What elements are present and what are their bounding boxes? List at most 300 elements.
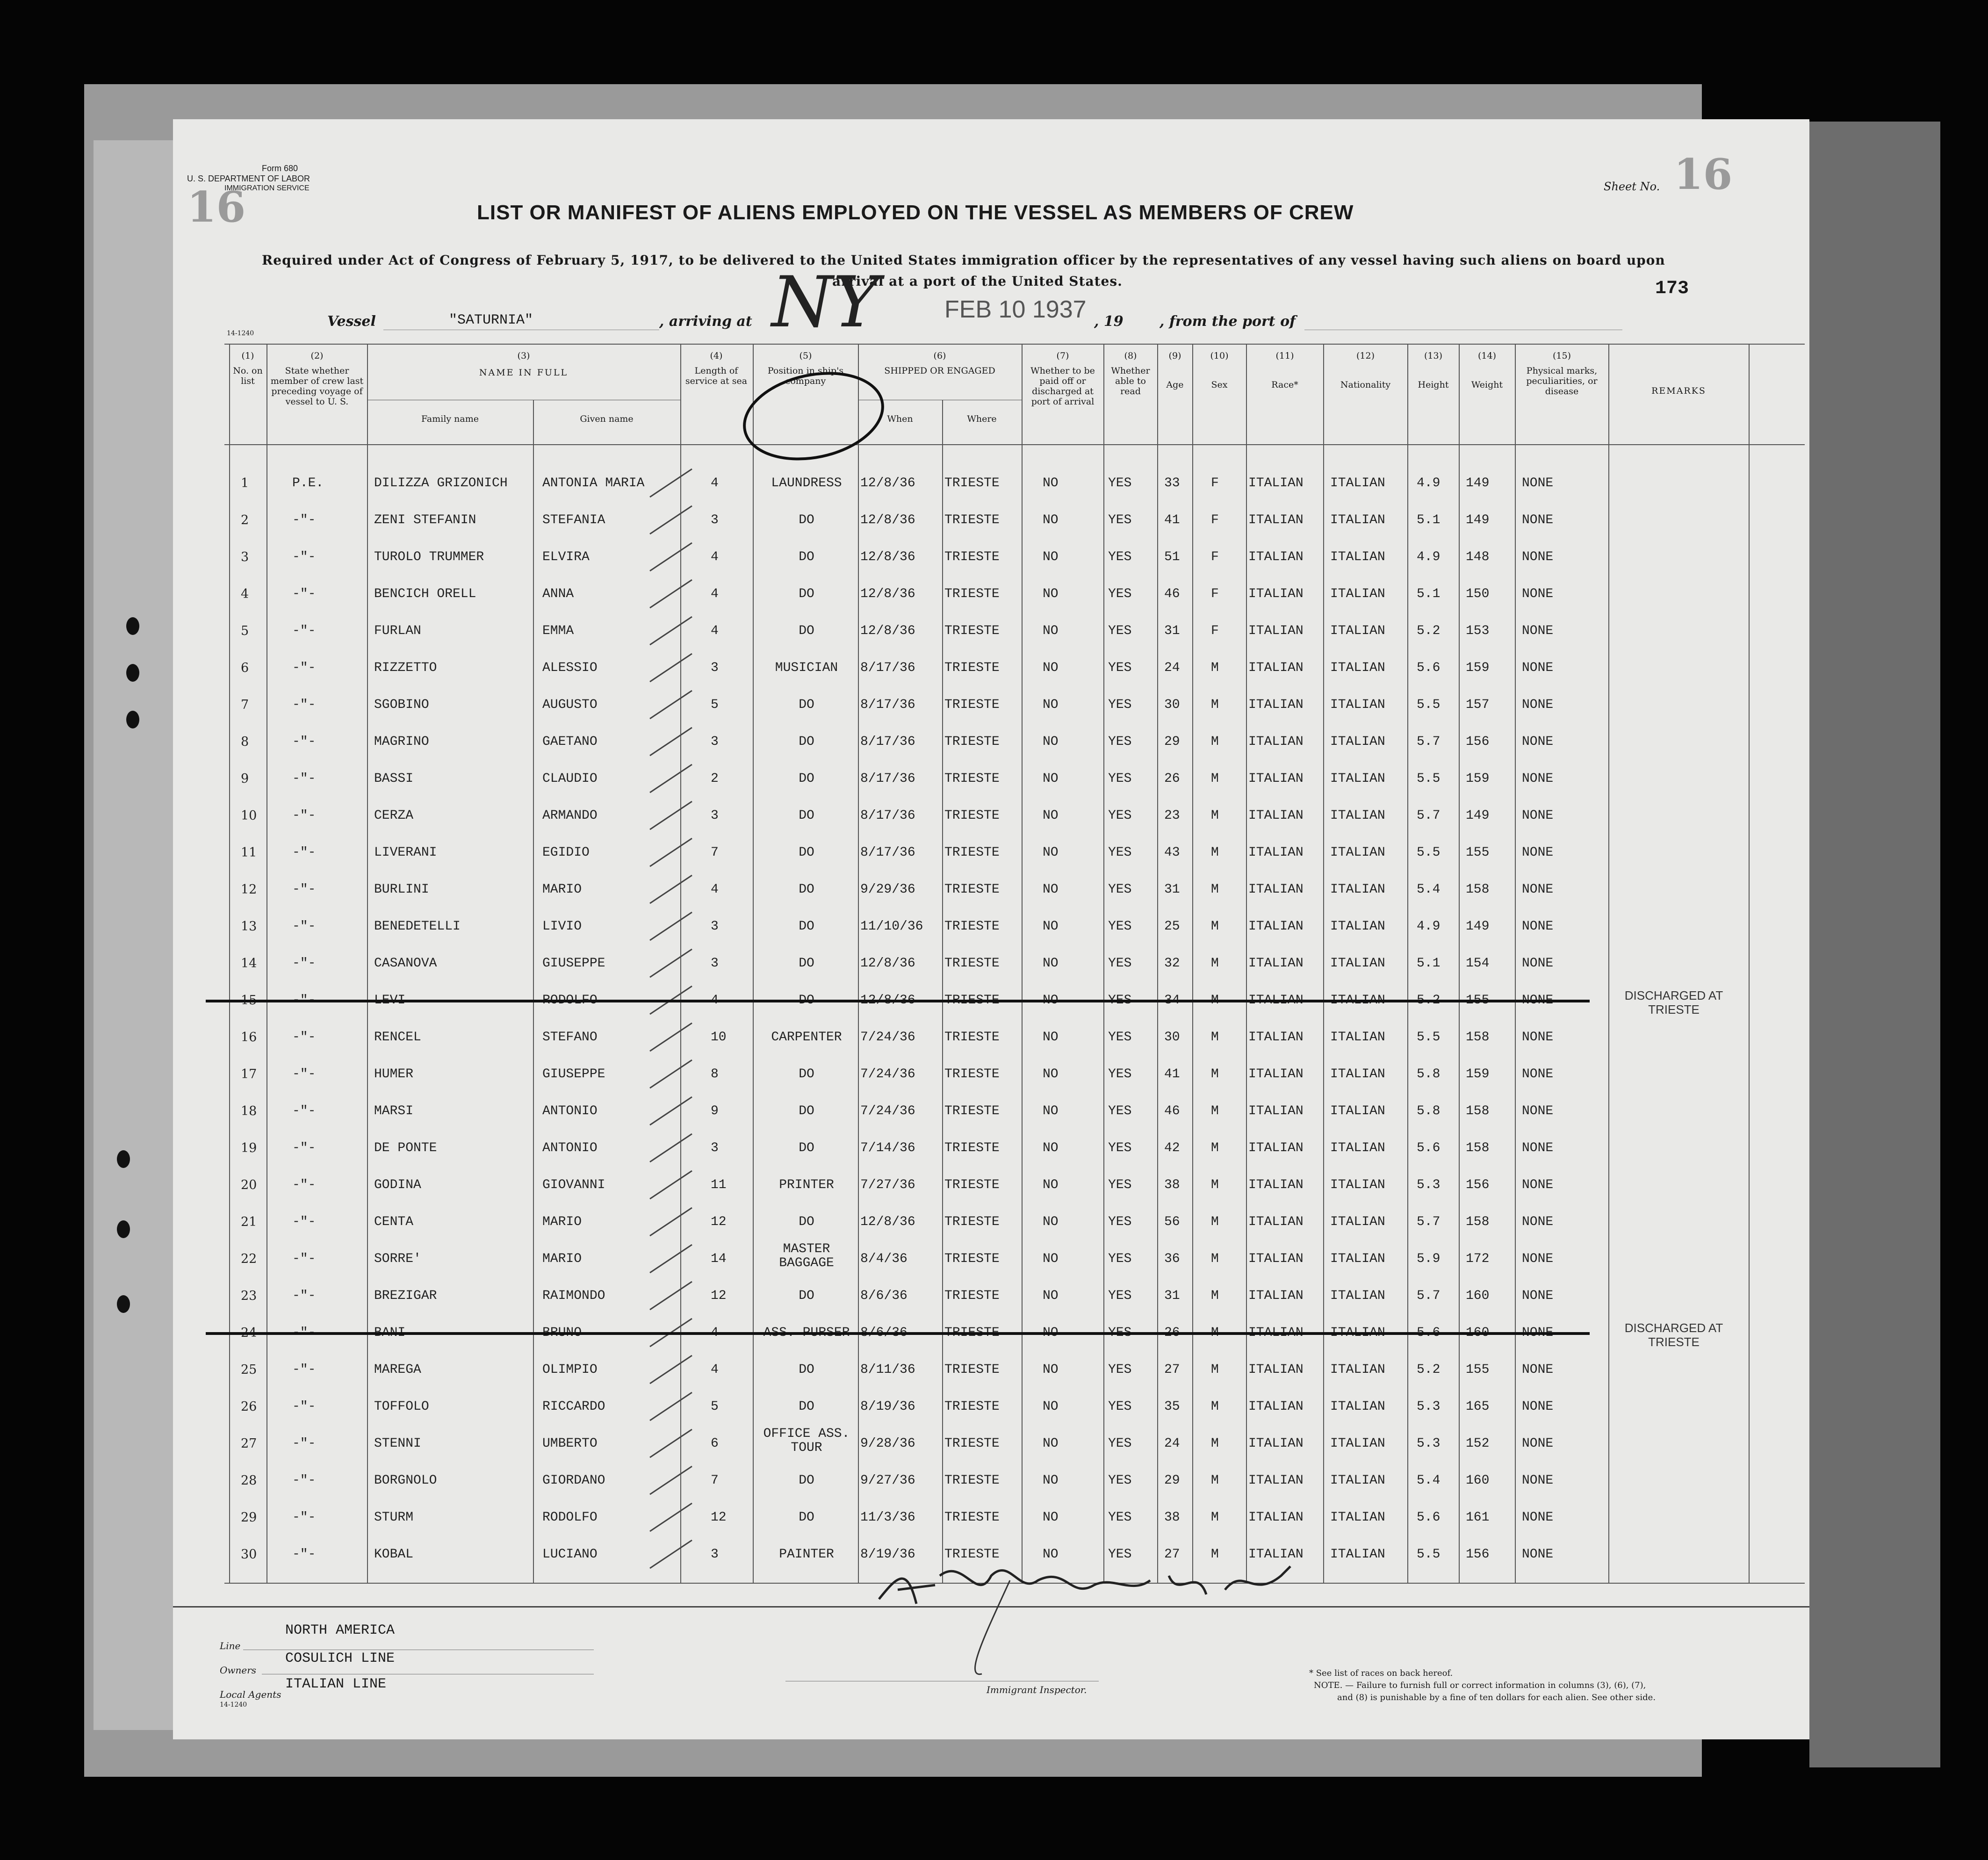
paid-off-cell: NO	[1043, 808, 1059, 823]
col11-header: (11) Race*	[1271, 351, 1298, 390]
height-cell: 5.2	[1417, 1363, 1441, 1377]
sex-cell: M	[1211, 1510, 1219, 1525]
service-length-cell: 5	[711, 698, 719, 712]
service-length-cell: 4	[711, 587, 719, 601]
paid-off-cell: NO	[1043, 587, 1059, 601]
position-cell: DO	[799, 1473, 814, 1488]
race-cell: ITALIAN	[1248, 1547, 1304, 1562]
check-mark	[645, 686, 697, 723]
given-name-cell: ARMANDO	[542, 808, 598, 823]
prev-voyage-cell: -"-	[292, 771, 316, 786]
punch-hole	[117, 1220, 130, 1238]
check-mark	[645, 1203, 697, 1240]
race-cell: ITALIAN	[1248, 919, 1304, 934]
age-cell: 38	[1164, 1178, 1180, 1192]
race-cell: ITALIAN	[1248, 956, 1304, 971]
prev-voyage-cell: P.E.	[292, 476, 324, 490]
sex-cell: M	[1211, 1215, 1219, 1229]
prev-voyage-cell: -"-	[292, 1547, 316, 1562]
given-name-cell: RAIMONDO	[542, 1289, 605, 1303]
service-length-cell: 12	[711, 1289, 727, 1303]
strike-through-line	[206, 1332, 1590, 1335]
able-to-read-cell: YES	[1108, 550, 1132, 564]
sex-cell: M	[1211, 1399, 1219, 1414]
family-name-cell: SORRE'	[374, 1252, 421, 1266]
service-length-cell: 3	[711, 1547, 719, 1562]
weight-cell: 158	[1466, 1141, 1490, 1155]
family-name-cell: LIVERANI	[374, 845, 437, 860]
row-number: 8	[241, 735, 249, 749]
race-cell: ITALIAN	[1248, 1436, 1304, 1451]
given-name-cell: RODOLFO	[542, 1510, 598, 1525]
position-cell: DO	[799, 1399, 814, 1414]
shipped-when-cell: 8/11/36	[860, 1363, 915, 1377]
col6-header: (6) SHIPPED OR ENGAGED	[884, 351, 995, 376]
service-length-cell: 4	[711, 1363, 719, 1377]
shipped-when-cell: 7/24/36	[860, 1030, 915, 1045]
prev-voyage-cell: -"-	[292, 845, 316, 860]
sex-cell: M	[1211, 1289, 1219, 1303]
weight-cell: 150	[1466, 587, 1490, 601]
shipped-where-cell: TRIESTE	[944, 1547, 1000, 1562]
sex-cell: M	[1211, 919, 1219, 934]
age-cell: 43	[1164, 845, 1180, 860]
shipped-where-cell: TRIESTE	[944, 919, 1000, 934]
col-rule	[1022, 344, 1023, 1583]
position-cell: DO	[799, 1141, 814, 1155]
paid-off-cell: NO	[1043, 1104, 1059, 1118]
given-name-cell: LUCIANO	[542, 1547, 598, 1562]
sex-cell: M	[1211, 1067, 1219, 1081]
row-number: 30	[241, 1547, 257, 1562]
row-number: 7	[241, 698, 249, 712]
able-to-read-cell: YES	[1108, 1473, 1132, 1488]
service-length-cell: 4	[711, 550, 719, 564]
col-rule	[1103, 344, 1104, 1583]
age-cell: 23	[1164, 808, 1180, 823]
service-length-cell: 4	[711, 882, 719, 897]
punch-hole	[117, 1295, 130, 1313]
height-cell: 5.1	[1417, 956, 1441, 971]
age-cell: 51	[1164, 550, 1180, 564]
sex-cell: M	[1211, 882, 1219, 897]
able-to-read-cell: YES	[1108, 1547, 1132, 1562]
height-cell: 5.8	[1417, 1067, 1441, 1081]
nationality-cell: ITALIAN	[1330, 1436, 1385, 1451]
col-rule	[942, 400, 943, 1583]
paid-off-cell: NO	[1043, 1510, 1059, 1525]
able-to-read-cell: YES	[1108, 1289, 1132, 1303]
given-name-cell: ANTONIO	[542, 1104, 598, 1118]
shipped-where-cell: TRIESTE	[944, 661, 1000, 675]
physical-marks-cell: NONE	[1522, 1141, 1554, 1155]
prev-voyage-cell: -"-	[292, 882, 316, 897]
prev-voyage-cell: -"-	[292, 956, 316, 971]
position-cell: DO	[799, 624, 814, 638]
vessel-name: "SATURNIA"	[449, 312, 533, 328]
prev-voyage-cell: -"-	[292, 1473, 316, 1488]
position-cell: DO	[799, 808, 814, 823]
position-cell: MUSICIAN	[775, 661, 838, 675]
age-cell: 26	[1164, 771, 1180, 786]
weight-cell: 148	[1466, 550, 1490, 564]
row-number: 14	[241, 956, 257, 971]
strike-through-line	[206, 1000, 1590, 1002]
prev-voyage-cell: -"-	[292, 698, 316, 712]
remark-note: DISCHARGED AT TRIESTE	[1624, 988, 1723, 1017]
shipped-when-cell: 7/24/36	[860, 1104, 915, 1118]
subtitle-line-1: Required under Act of Congress of February 5, 1917, to be delivered to the United States immigration officer by the representatives of any vessel having such aliens on board upon	[262, 252, 1665, 268]
col-rule	[533, 400, 534, 1583]
shipped-where-cell: TRIESTE	[944, 1141, 1000, 1155]
able-to-read-cell: YES	[1108, 919, 1132, 934]
col3b-header: Given name	[580, 414, 634, 424]
line-value: NORTH AMERICA	[285, 1622, 395, 1638]
check-mark	[645, 1018, 697, 1056]
able-to-read-cell: YES	[1108, 1104, 1132, 1118]
position-cell: DO	[799, 845, 814, 860]
height-cell: 5.4	[1417, 1473, 1441, 1488]
family-name-cell: KOBAL	[374, 1547, 414, 1562]
able-to-read-cell: YES	[1108, 1067, 1132, 1081]
race-cell: ITALIAN	[1248, 1510, 1304, 1525]
sex-cell: M	[1211, 698, 1219, 712]
position-cell: DO	[799, 550, 814, 564]
family-name-cell: STENNI	[374, 1436, 421, 1451]
row-number: 10	[241, 808, 257, 823]
shipped-where-cell: TRIESTE	[944, 735, 1000, 749]
nationality-cell: ITALIAN	[1330, 1289, 1385, 1303]
able-to-read-cell: YES	[1108, 882, 1132, 897]
col2-header: (2) State whether member of crew last preceding voyage of vessel to U. S.	[270, 351, 364, 407]
sex-cell: M	[1211, 956, 1219, 971]
arriving-label: , arriving at	[659, 313, 752, 330]
shipped-where-cell: TRIESTE	[944, 1510, 1000, 1525]
able-to-read-cell: YES	[1108, 1399, 1132, 1414]
check-mark	[645, 1129, 697, 1167]
race-cell: ITALIAN	[1248, 1178, 1304, 1192]
sex-cell: M	[1211, 1547, 1219, 1562]
race-cell: ITALIAN	[1248, 1252, 1304, 1266]
shipped-when-cell: 12/8/36	[860, 513, 915, 527]
family-name-cell: BORGNOLO	[374, 1473, 437, 1488]
physical-marks-cell: NONE	[1522, 771, 1554, 786]
position-cell: MASTER BAGGAGE	[779, 1242, 834, 1270]
check-mark	[645, 464, 697, 502]
sex-cell: M	[1211, 1363, 1219, 1377]
check-mark	[645, 501, 697, 539]
shipped-when-cell: 7/27/36	[860, 1178, 915, 1192]
service-length-cell: 11	[711, 1178, 727, 1192]
weight-cell: 152	[1466, 1436, 1490, 1451]
shipped-where-cell: TRIESTE	[944, 882, 1000, 897]
physical-marks-cell: NONE	[1522, 1547, 1554, 1562]
nationality-cell: ITALIAN	[1330, 771, 1385, 786]
service-length-cell: 12	[711, 1215, 727, 1229]
able-to-read-cell: YES	[1108, 476, 1132, 490]
able-to-read-cell: YES	[1108, 587, 1132, 601]
race-cell: ITALIAN	[1248, 624, 1304, 638]
able-to-read-cell: YES	[1108, 808, 1132, 823]
weight-cell: 154	[1466, 956, 1490, 971]
check-mark	[645, 834, 697, 871]
table-top-rule	[224, 344, 1805, 345]
service-length-cell: 3	[711, 661, 719, 675]
form-number: Form 680	[262, 164, 298, 173]
check-mark	[645, 723, 697, 760]
sex-cell: M	[1211, 1436, 1219, 1451]
row-number: 5	[241, 624, 249, 638]
sex-cell: F	[1211, 513, 1219, 527]
family-name-cell: SGOBINO	[374, 698, 429, 712]
col-rule	[229, 344, 230, 1583]
prev-voyage-cell: -"-	[292, 1252, 316, 1266]
prev-voyage-cell: -"-	[292, 1510, 316, 1525]
shipped-where-cell: TRIESTE	[944, 1399, 1000, 1414]
able-to-read-cell: YES	[1108, 1252, 1132, 1266]
row-number: 22	[241, 1252, 257, 1266]
family-name-cell: FURLAN	[374, 624, 421, 638]
sex-cell: M	[1211, 845, 1219, 860]
prev-voyage-cell: -"-	[292, 1436, 316, 1451]
physical-marks-cell: NONE	[1522, 1473, 1554, 1488]
height-cell: 5.7	[1417, 808, 1441, 823]
shipped-where-cell: TRIESTE	[944, 550, 1000, 564]
check-mark	[645, 1092, 697, 1130]
height-cell: 5.5	[1417, 771, 1441, 786]
physical-marks-cell: NONE	[1522, 1363, 1554, 1377]
header-bottom-rule	[224, 444, 1805, 445]
family-name-cell: MARSI	[374, 1104, 414, 1118]
sex-cell: M	[1211, 1252, 1219, 1266]
height-cell: 5.5	[1417, 1030, 1441, 1045]
row-number: 12	[241, 882, 257, 897]
age-cell: 35	[1164, 1399, 1180, 1414]
nationality-cell: ITALIAN	[1330, 845, 1385, 860]
prev-voyage-cell: -"-	[292, 513, 316, 527]
agents-value: ITALIAN LINE	[285, 1676, 387, 1692]
race-cell: ITALIAN	[1248, 1067, 1304, 1081]
able-to-read-cell: YES	[1108, 698, 1132, 712]
physical-marks-cell: NONE	[1522, 698, 1554, 712]
position-cell: LAUNDRESS	[771, 476, 842, 490]
row-number: 25	[241, 1363, 257, 1377]
nationality-cell: ITALIAN	[1330, 1104, 1385, 1118]
age-cell: 38	[1164, 1510, 1180, 1525]
family-name-cell: MAGRINO	[374, 735, 429, 749]
owners-label: Owners	[220, 1665, 257, 1676]
given-name-cell: ALESSIO	[542, 661, 598, 675]
prev-voyage-cell: -"-	[292, 1067, 316, 1081]
paid-off-cell: NO	[1043, 661, 1059, 675]
physical-marks-cell: NONE	[1522, 919, 1554, 934]
col14-header: (14) Weight	[1471, 351, 1503, 390]
paid-off-cell: NO	[1043, 1547, 1059, 1562]
shipped-where-cell: TRIESTE	[944, 513, 1000, 527]
nationality-cell: ITALIAN	[1330, 1399, 1385, 1414]
given-name-cell: STEFANO	[542, 1030, 598, 1045]
service-length-cell: 7	[711, 1473, 719, 1488]
check-mark	[645, 760, 697, 797]
weight-cell: 156	[1466, 735, 1490, 749]
shipped-where-cell: TRIESTE	[944, 1067, 1000, 1081]
given-name-cell: OLIMPIO	[542, 1363, 598, 1377]
manifest-title: LIST OR MANIFEST OF ALIENS EMPLOYED ON THE VESSEL AS MEMBERS OF CREW	[477, 201, 1354, 224]
col3-header: (3) NAME IN FULL	[479, 351, 569, 378]
physical-marks-cell: NONE	[1522, 587, 1554, 601]
sex-cell: M	[1211, 771, 1219, 786]
arrival-date-stamp: FEB 10 1937	[944, 296, 1087, 323]
position-cell: DO	[799, 513, 814, 527]
age-cell: 30	[1164, 698, 1180, 712]
shipped-when-cell: 12/8/36	[860, 956, 915, 971]
position-cell: DO	[799, 698, 814, 712]
family-name-cell: GODINA	[374, 1178, 421, 1192]
row-number: 27	[241, 1436, 257, 1451]
service-length-cell: 3	[711, 919, 719, 934]
punch-hole	[126, 664, 139, 682]
nationality-cell: ITALIAN	[1330, 1363, 1385, 1377]
check-mark	[645, 575, 697, 613]
shipped-where-cell: TRIESTE	[944, 845, 1000, 860]
penalty-note-2: and (8) is punishable by a fine of ten dollars for each alien. See other side.	[1337, 1693, 1656, 1702]
age-cell: 56	[1164, 1215, 1180, 1229]
shipped-where-cell: TRIESTE	[944, 1215, 1000, 1229]
position-cell: DO	[799, 1510, 814, 1525]
physical-marks-cell: NONE	[1522, 1252, 1554, 1266]
sex-cell: M	[1211, 1141, 1219, 1155]
nationality-cell: ITALIAN	[1330, 1030, 1385, 1045]
race-cell: ITALIAN	[1248, 771, 1304, 786]
race-cell: ITALIAN	[1248, 735, 1304, 749]
prev-voyage-cell: -"-	[292, 919, 316, 934]
position-cell: DO	[799, 882, 814, 897]
check-mark	[645, 1166, 697, 1204]
height-cell: 5.3	[1417, 1178, 1441, 1192]
position-cell: DO	[799, 1363, 814, 1377]
weight-cell: 160	[1466, 1473, 1490, 1488]
paid-off-cell: NO	[1043, 919, 1059, 934]
age-cell: 29	[1164, 735, 1180, 749]
col-rule	[1749, 344, 1750, 1583]
service-length-cell: 14	[711, 1252, 727, 1266]
prev-voyage-cell: -"-	[292, 1289, 316, 1303]
nationality-cell: ITALIAN	[1330, 1473, 1385, 1488]
race-cell: ITALIAN	[1248, 476, 1304, 490]
physical-marks-cell: NONE	[1522, 550, 1554, 564]
height-cell: 5.4	[1417, 882, 1441, 897]
col8-header: (8) Whether able to read	[1111, 351, 1150, 397]
able-to-read-cell: YES	[1108, 1510, 1132, 1525]
physical-marks-cell: NONE	[1522, 735, 1554, 749]
row-number: 11	[241, 845, 257, 860]
nationality-cell: ITALIAN	[1330, 587, 1385, 601]
paid-off-cell: NO	[1043, 550, 1059, 564]
shipped-when-cell: 8/17/36	[860, 808, 915, 823]
family-name-cell: CASANOVA	[374, 956, 437, 971]
age-cell: 24	[1164, 1436, 1180, 1451]
height-cell: 5.5	[1417, 845, 1441, 860]
paid-off-cell: NO	[1043, 1399, 1059, 1414]
weight-cell: 159	[1466, 661, 1490, 675]
height-cell: 5.9	[1417, 1252, 1441, 1266]
height-cell: 5.2	[1417, 624, 1441, 638]
shipped-when-cell: 8/6/36	[860, 1289, 908, 1303]
shipped-when-cell: 8/17/36	[860, 845, 915, 860]
position-cell: PRINTER	[779, 1178, 834, 1192]
col-rule	[1323, 344, 1324, 1583]
paid-off-cell: NO	[1043, 735, 1059, 749]
header-print-code: 14-1240	[227, 330, 254, 337]
service-length-cell: 5	[711, 1399, 719, 1414]
race-cell: ITALIAN	[1248, 845, 1304, 860]
prev-voyage-cell: -"-	[292, 661, 316, 675]
weight-cell: 155	[1466, 845, 1490, 860]
shipped-where-cell: TRIESTE	[944, 1178, 1000, 1192]
paid-off-cell: NO	[1043, 698, 1059, 712]
physical-marks-cell: NONE	[1522, 661, 1554, 675]
sheet-label: Sheet No.	[1604, 180, 1660, 193]
shipped-when-cell: 12/8/36	[860, 624, 915, 638]
weight-cell: 158	[1466, 882, 1490, 897]
prev-voyage-cell: -"-	[292, 624, 316, 638]
shipped-where-cell: TRIESTE	[944, 1289, 1000, 1303]
col-rule	[1407, 344, 1408, 1583]
race-cell: ITALIAN	[1248, 1289, 1304, 1303]
height-cell: 5.7	[1417, 1289, 1441, 1303]
given-name-cell: MARIO	[542, 882, 582, 897]
shipped-when-cell: 9/27/36	[860, 1473, 915, 1488]
col-rule	[1157, 344, 1158, 1583]
given-name-cell: ANNA	[542, 587, 574, 601]
given-name-cell: ANTONIO	[542, 1141, 598, 1155]
position-cell: DO	[799, 771, 814, 786]
col-rule	[1515, 344, 1516, 1583]
remarks-header: REMARKS	[1651, 386, 1706, 396]
subtitle-line-2: arrival at a port of the United States.	[832, 274, 1123, 289]
sex-cell: M	[1211, 1104, 1219, 1118]
age-cell: 41	[1164, 513, 1180, 527]
physical-marks-cell: NONE	[1522, 956, 1554, 971]
service-length-cell: 3	[711, 808, 719, 823]
prev-voyage-cell: -"-	[292, 550, 316, 564]
given-name-cell: MARIO	[542, 1252, 582, 1266]
sex-cell: M	[1211, 1473, 1219, 1488]
shipped-where-cell: TRIESTE	[944, 624, 1000, 638]
service-length-cell: 3	[711, 735, 719, 749]
shipped-where-cell: TRIESTE	[944, 1473, 1000, 1488]
age-cell: 32	[1164, 956, 1180, 971]
shipped-where-cell: TRIESTE	[944, 956, 1000, 971]
sex-cell: M	[1211, 808, 1219, 823]
prev-voyage-cell: -"-	[292, 1215, 316, 1229]
nationality-cell: ITALIAN	[1330, 735, 1385, 749]
weight-cell: 149	[1466, 513, 1490, 527]
row-number: 20	[241, 1178, 257, 1192]
row-number: 21	[241, 1215, 257, 1229]
race-cell: ITALIAN	[1248, 698, 1304, 712]
paid-off-cell: NO	[1043, 1436, 1059, 1451]
age-cell: 24	[1164, 661, 1180, 675]
sex-cell: M	[1211, 1178, 1219, 1192]
paid-off-cell: NO	[1043, 1289, 1059, 1303]
shipped-where-cell: TRIESTE	[944, 1252, 1000, 1266]
nationality-cell: ITALIAN	[1330, 1067, 1385, 1081]
weight-cell: 172	[1466, 1252, 1490, 1266]
able-to-read-cell: YES	[1108, 956, 1132, 971]
height-cell: 5.6	[1417, 661, 1441, 675]
service-length-cell: 7	[711, 845, 719, 860]
